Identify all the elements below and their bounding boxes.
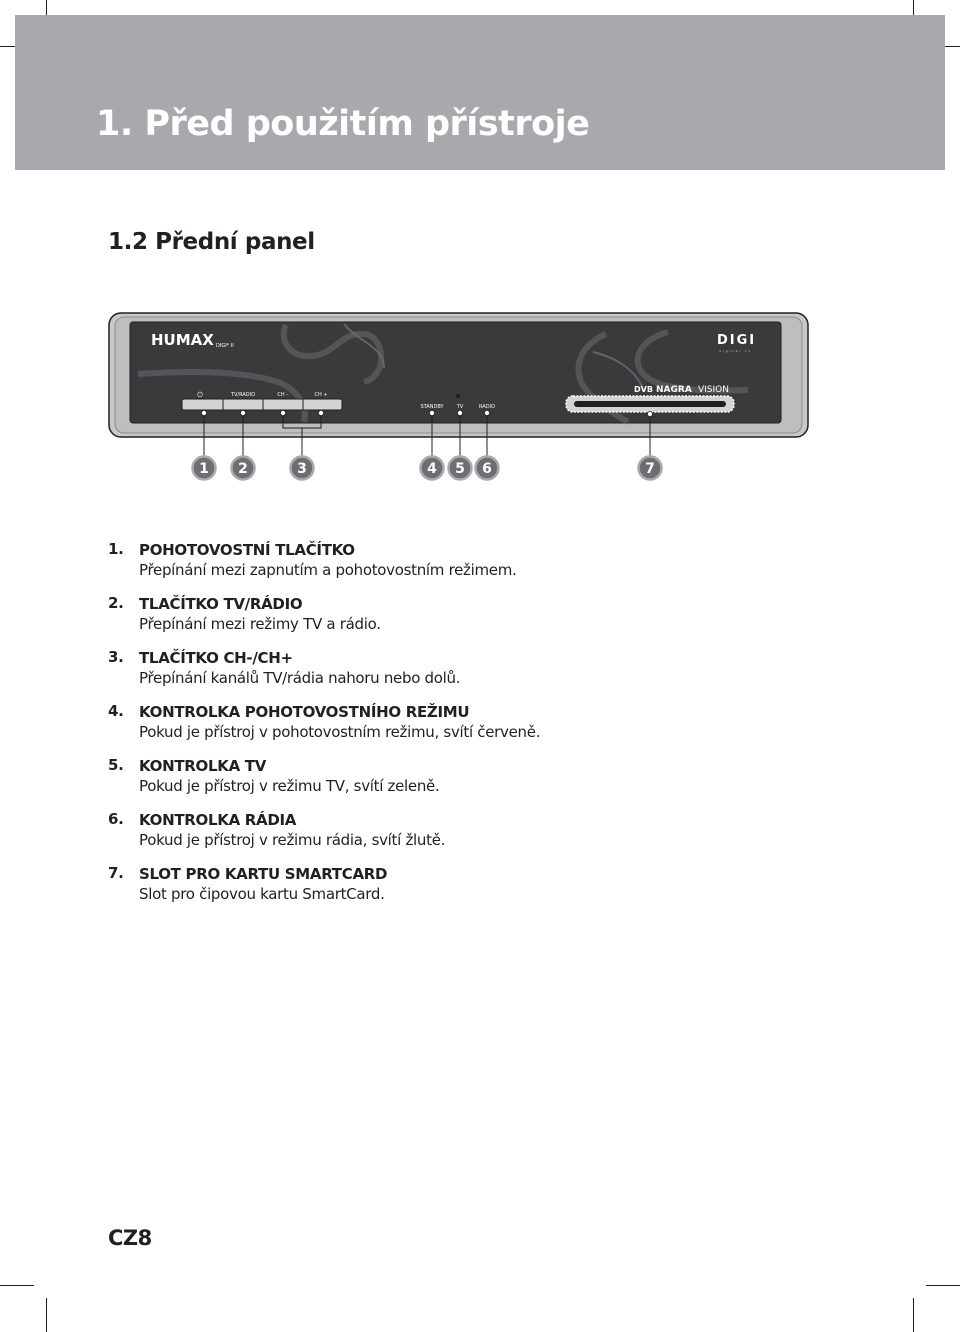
ch-minus-button xyxy=(280,410,285,415)
list-item xyxy=(108,810,868,851)
dvb-logo: DVB xyxy=(634,385,653,394)
svg-text:1: 1 xyxy=(199,461,209,477)
operator-sub-logo: digital tv xyxy=(719,349,753,353)
operator-logo: DIGI xyxy=(717,333,757,348)
tv-indicator-label: TV xyxy=(456,404,464,410)
standby-indicator xyxy=(429,410,434,415)
item-title: SLOT PRO KARTU SMARTCARD xyxy=(139,865,388,883)
item-description: Přepínání mezi zapnutím a pohotovostním režimem. xyxy=(139,561,517,579)
item-number: 3. xyxy=(108,648,124,666)
model-label: DIGI* II xyxy=(216,343,234,349)
power-button-label: ⏻ xyxy=(197,391,203,399)
section-title: 1.2 Přední panel xyxy=(108,229,315,255)
list-item xyxy=(108,756,868,797)
callout-6 xyxy=(476,457,499,480)
crop-mark xyxy=(46,1298,47,1332)
tv-indicator xyxy=(457,410,462,415)
nagra-logo: NAGRA xyxy=(656,385,692,395)
front-panel-figure xyxy=(108,312,810,488)
item-title: TLAČÍTKO CH-/CH+ xyxy=(139,649,293,667)
item-title: POHOTOVOSTNÍ TLAČÍTKO xyxy=(139,541,355,559)
item-title: KONTROLKA TV xyxy=(139,757,267,775)
item-title: TLAČÍTKO TV/RÁDIO xyxy=(139,595,303,613)
crop-mark xyxy=(0,1285,34,1286)
svg-text:3: 3 xyxy=(297,461,307,477)
svg-text:5: 5 xyxy=(455,461,465,477)
ch-plus-button xyxy=(318,410,323,415)
item-description: Pokud je přístroj v režimu TV, svítí zeleně. xyxy=(139,777,440,795)
callout-3 xyxy=(291,457,314,480)
list-item xyxy=(108,864,868,905)
item-description: Přepínání mezi režimy TV a rádio. xyxy=(139,615,381,633)
vision-logo: VISION xyxy=(698,385,729,395)
list-item xyxy=(108,702,868,743)
svg-text:7: 7 xyxy=(645,461,655,477)
callout-2 xyxy=(232,457,255,480)
item-title: KONTROLKA RÁDIA xyxy=(139,811,297,829)
svg-text:2: 2 xyxy=(238,461,248,477)
item-number: 1. xyxy=(108,540,124,558)
chapter-title: 1. Před použitím přístroje xyxy=(96,104,590,144)
callout-1 xyxy=(193,457,216,480)
list-item xyxy=(108,540,868,581)
callout-4 xyxy=(421,457,444,480)
tv-radio-button xyxy=(240,410,245,415)
item-number: 7. xyxy=(108,864,124,882)
ch-plus-button-label: CH + xyxy=(314,392,328,398)
radio-indicator-label: RADIO xyxy=(479,404,495,410)
item-description: Pokud je přístroj v režimu rádia, svítí žlutě. xyxy=(139,831,446,849)
list-item xyxy=(108,648,868,689)
radio-indicator xyxy=(484,410,489,415)
item-description: Slot pro čipovou kartu SmartCard. xyxy=(139,885,385,903)
callout-7 xyxy=(639,457,662,480)
item-description: Pokud je přístroj v pohotovostním režimu, svítí červeně. xyxy=(139,723,541,741)
chapter-header-band xyxy=(15,15,945,170)
description-list xyxy=(108,540,868,918)
tv-radio-button-label: TV/RADIO xyxy=(230,392,256,398)
page-number: CZ8 xyxy=(108,1226,152,1250)
crop-mark xyxy=(926,1285,960,1286)
item-title: KONTROLKA POHOTOVOSTNÍHO REŽIMU xyxy=(139,703,470,721)
item-number: 6. xyxy=(108,810,124,828)
callout-5 xyxy=(449,457,472,480)
item-description: Přepínání kanálů TV/rádia nahoru nebo dolů. xyxy=(139,669,461,687)
list-item xyxy=(108,594,868,635)
item-number: 5. xyxy=(108,756,124,774)
brand-logo: HUMAX xyxy=(151,331,214,349)
item-number: 4. xyxy=(108,702,124,720)
crop-mark xyxy=(913,1298,914,1332)
ch-minus-button-label: CH – xyxy=(277,392,289,398)
power-button xyxy=(201,410,206,415)
item-number: 2. xyxy=(108,594,124,612)
svg-text:6: 6 xyxy=(482,461,492,477)
standby-indicator-label: STANDBY xyxy=(420,404,444,410)
svg-text:4: 4 xyxy=(427,461,437,477)
